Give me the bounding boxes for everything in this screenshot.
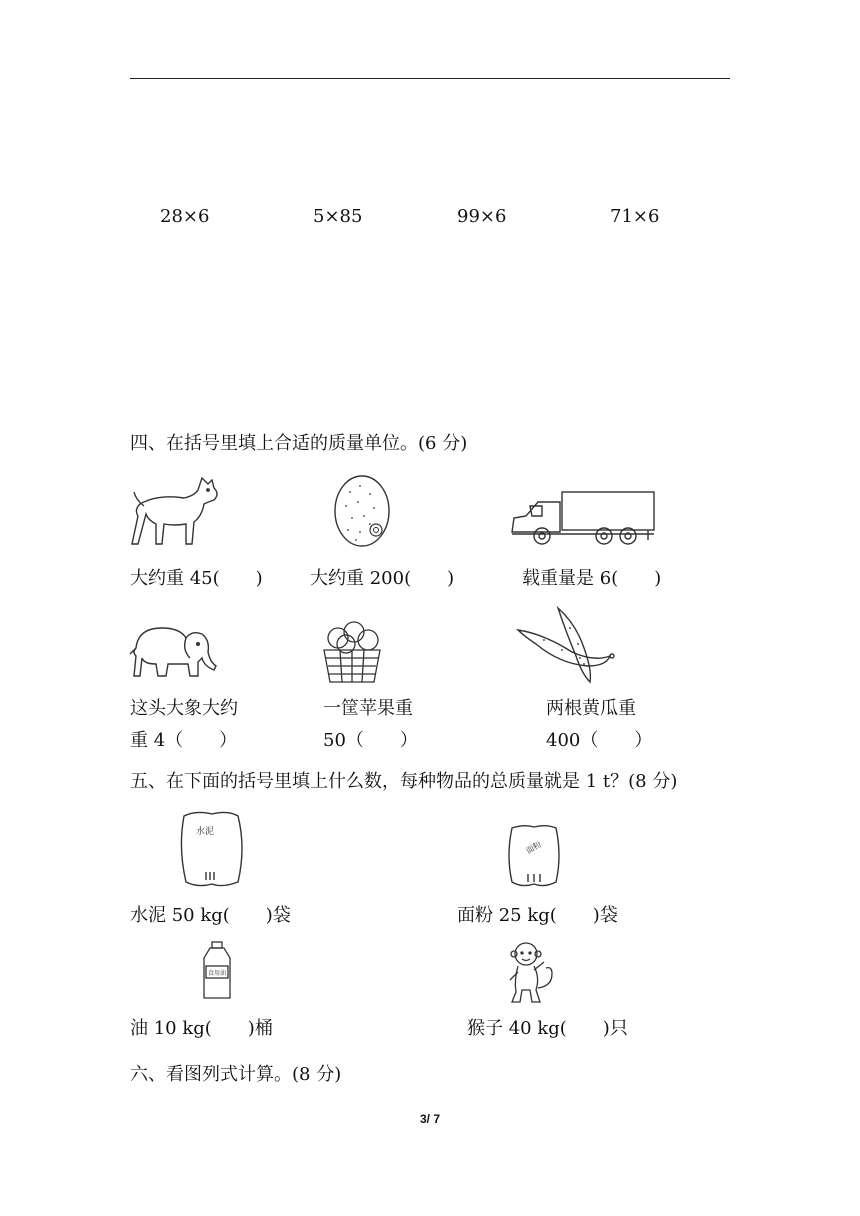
cement-bag-label: 水泥 [196, 827, 215, 837]
flour-text: 面粉 25 kg( )袋 [457, 905, 618, 926]
monkey-text: 猴子 40 kg( )只 [467, 1018, 628, 1039]
oil-bottle-label: 食用油 [208, 970, 227, 977]
section4-title: 四、在括号里填上合适的质量单位。(6 分) [130, 433, 468, 454]
calc-3: 99×6 [457, 206, 507, 227]
section5-title: 五、在下面的括号里填上什么数，每种物品的总质量就是 1 t？(8 分) [130, 771, 678, 792]
row1-truck-text: 载重量是 6( ) [522, 568, 662, 589]
monkey-icon [500, 940, 558, 1004]
row1-kiwi-text: 大约重 200( ) [310, 568, 455, 589]
oil-bottle-icon [200, 940, 234, 1002]
cement-text: 水泥 50 kg( )袋 [130, 905, 291, 926]
cucumber-icon [514, 604, 616, 686]
row2-cucumber-line1: 两根黄瓜重 [546, 698, 636, 719]
cement-bag-icon [176, 808, 248, 888]
row2-apple-line1: 一筐苹果重 [323, 698, 413, 719]
header-rule [130, 78, 730, 79]
flour-bag-label: 面粉 [524, 839, 543, 856]
row2-cucumber-line2: 400（ ） [546, 730, 653, 751]
calc-1: 28×6 [160, 206, 210, 227]
apple-basket-icon [320, 620, 384, 686]
truck-icon [508, 488, 658, 548]
calc-4: 71×6 [610, 206, 660, 227]
kiwi-icon [330, 472, 394, 550]
section6-title: 六、看图列式计算。(8 分) [130, 1064, 342, 1085]
calc-2: 5×85 [313, 206, 363, 227]
row2-elephant-line1: 这头大象大约 [130, 698, 238, 719]
page-number: 3/ 7 [419, 1112, 440, 1126]
elephant-icon [128, 618, 218, 680]
row2-apple-line2: 50（ ） [323, 730, 418, 751]
flour-bag-icon [506, 822, 562, 888]
oil-text: 油 10 kg( )桶 [130, 1018, 273, 1039]
goat-icon [128, 470, 224, 550]
row1-goat-text: 大约重 45( ) [130, 568, 263, 589]
row2-elephant-line2: 重 4（ ） [130, 730, 238, 751]
